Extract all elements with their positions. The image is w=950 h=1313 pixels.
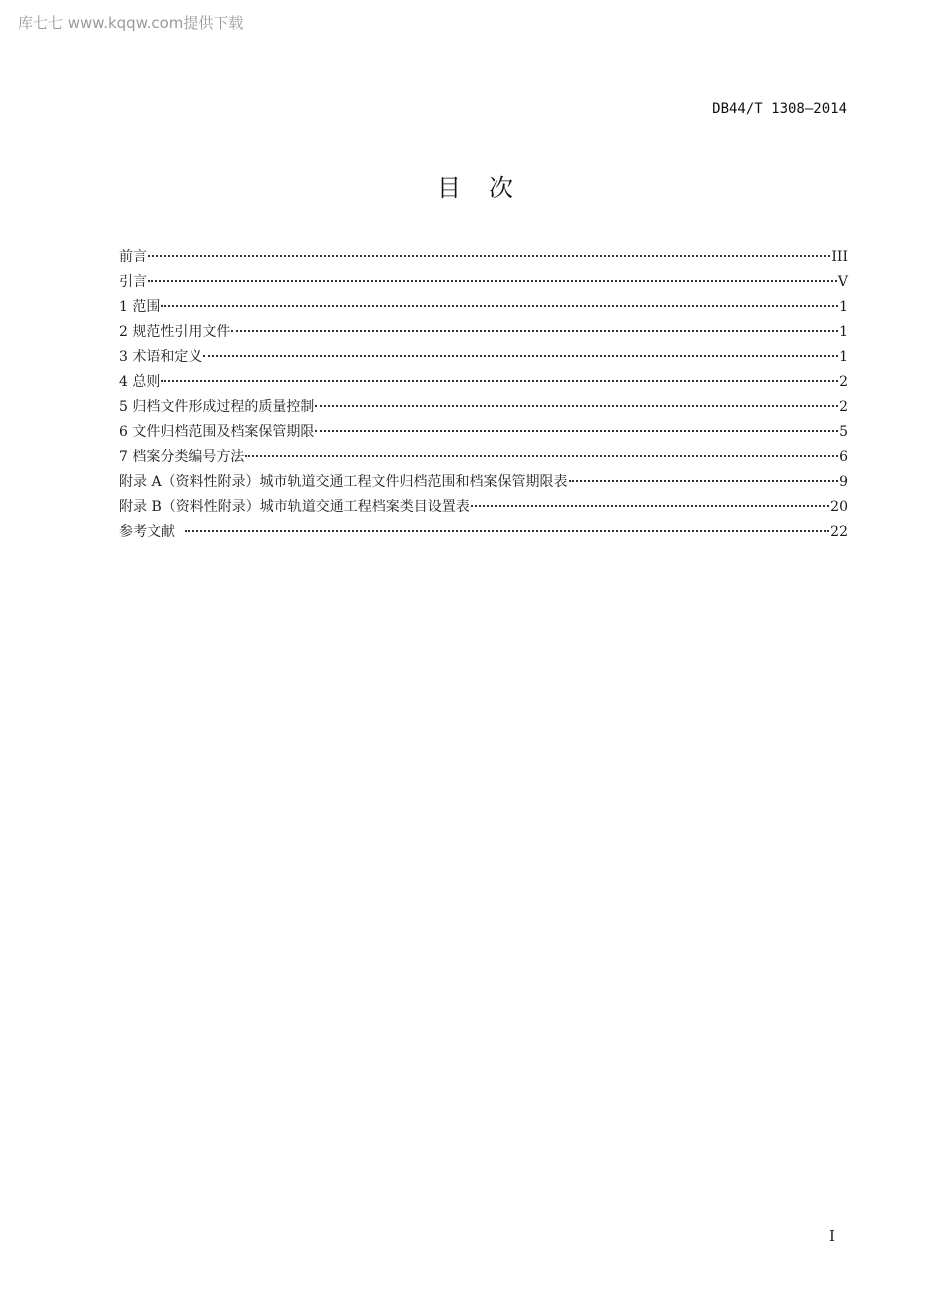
standard-code: DB44/T 1308—2014 xyxy=(712,101,847,117)
toc-entry-scope[interactable] xyxy=(119,295,848,320)
toc-entry-label: 附录 B（资料性附录）城市轨道交通工程档案类目设置表 xyxy=(119,499,470,515)
toc-entry-terms-definitions[interactable] xyxy=(119,345,848,370)
toc-entry-label: 引言 xyxy=(119,274,147,290)
toc-dot-leader xyxy=(245,455,838,457)
toc-entry-label: 1 范围 xyxy=(119,299,161,315)
toc-entry-foreword[interactable] xyxy=(119,245,848,270)
toc-entry-introduction[interactable] xyxy=(119,270,848,295)
toc-title: 目次 xyxy=(437,174,541,202)
toc-entry-label: 3 术语和定义 xyxy=(119,349,203,365)
toc-entry-page: III xyxy=(831,249,848,265)
page-number: I xyxy=(829,1227,835,1245)
toc-entry-classification-numbering[interactable] xyxy=(119,445,848,470)
toc-entry-page: 1 xyxy=(839,349,848,365)
toc-dot-leader xyxy=(148,255,830,257)
toc-entry-page: 2 xyxy=(839,399,848,415)
toc-entry-page: 1 xyxy=(839,324,848,340)
toc-entry-label: 6 文件归档范围及档案保管期限 xyxy=(119,424,315,440)
toc-entry-appendix-b[interactable] xyxy=(119,495,848,520)
toc-entry-page: 2 xyxy=(839,374,848,390)
toc-entry-normative-references[interactable] xyxy=(119,320,848,345)
toc-entry-archiving-scope[interactable] xyxy=(119,420,848,445)
toc-entry-page: 5 xyxy=(839,424,848,440)
toc-dot-leader xyxy=(569,480,839,482)
toc-entry-label: 4 总则 xyxy=(119,374,161,390)
toc-dot-leader xyxy=(148,280,837,282)
toc-dot-leader xyxy=(315,405,838,407)
watermark-text: 库七七 www.kqqw.com提供下载 xyxy=(18,14,244,32)
toc-entry-general[interactable] xyxy=(119,370,848,395)
toc-entry-appendix-a[interactable] xyxy=(119,470,848,495)
toc-entry-label: 5 归档文件形成过程的质量控制 xyxy=(119,399,315,415)
toc-dot-leader xyxy=(231,330,838,332)
toc-entry-page: 22 xyxy=(830,524,848,540)
toc-entry-page: 9 xyxy=(839,474,848,490)
toc-dot-leader xyxy=(203,355,838,357)
toc-entry-page: 6 xyxy=(839,449,848,465)
toc-entry-label: 前言 xyxy=(119,249,147,265)
toc-dot-leader xyxy=(315,430,838,432)
toc-entry-page: V xyxy=(837,274,848,290)
toc-dot-leader xyxy=(161,305,838,307)
toc-list xyxy=(119,245,848,545)
toc-dot-leader xyxy=(185,530,829,532)
toc-entry-label: 2 规范性引用文件 xyxy=(119,324,231,340)
toc-entry-label: 7 档案分类编号方法 xyxy=(119,449,245,465)
toc-dot-leader xyxy=(471,505,829,507)
toc-dot-leader xyxy=(161,380,838,382)
toc-entry-page: 1 xyxy=(839,299,848,315)
toc-entry-quality-control[interactable] xyxy=(119,395,848,420)
toc-entry-label: 附录 A（资料性附录）城市轨道交通工程文件归档范围和档案保管期限表 xyxy=(119,474,568,490)
toc-entry-page: 20 xyxy=(830,499,848,515)
toc-entry-bibliography[interactable] xyxy=(119,520,848,545)
toc-entry-label: 参考文献 xyxy=(119,524,184,540)
